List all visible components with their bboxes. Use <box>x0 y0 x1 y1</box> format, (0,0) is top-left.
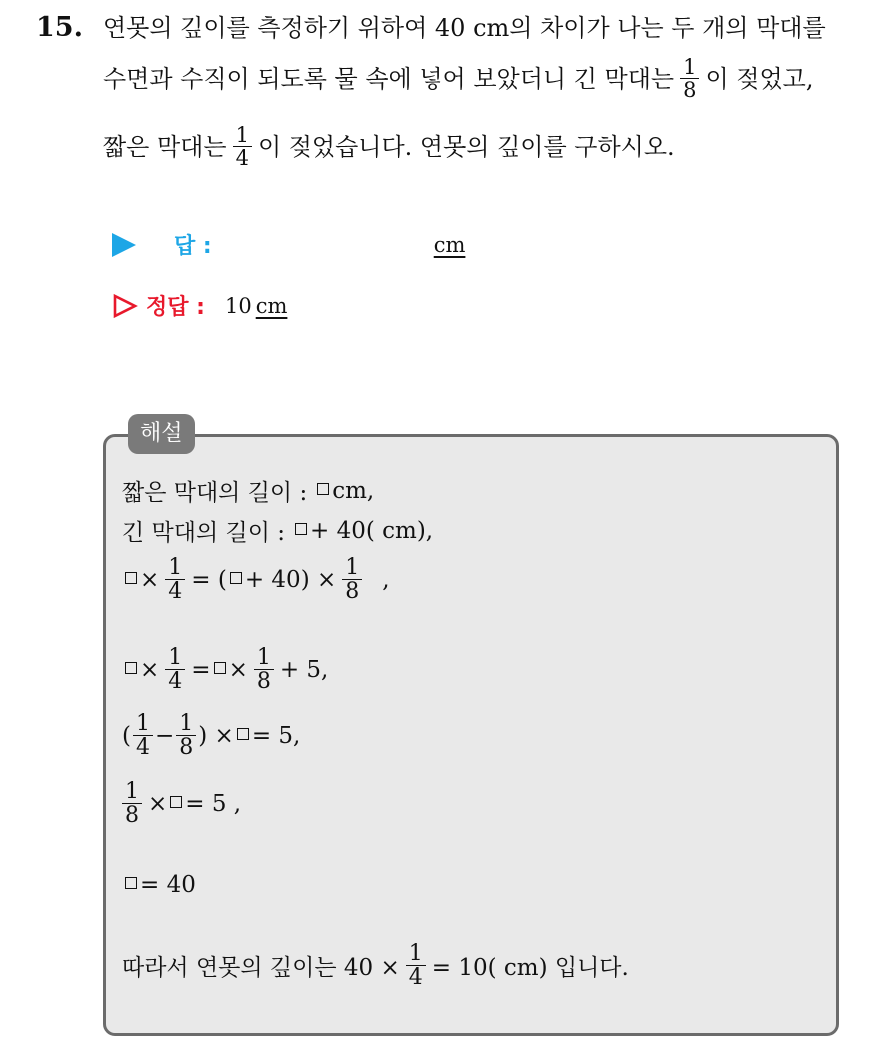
answer-label: 답 : <box>174 234 212 259</box>
correct-answer-row <box>112 290 287 321</box>
fraction-one-quarter <box>133 712 153 759</box>
times-sign: × <box>228 656 248 683</box>
explanation-line-3-tail: , <box>382 566 390 593</box>
blank-square-icon <box>237 728 249 740</box>
blank-square-icon <box>317 483 329 495</box>
explanation-line-7-tail: = 40 <box>140 872 196 898</box>
explanation-line-3 <box>122 556 390 603</box>
explanation-line-7 <box>122 872 196 898</box>
fraction-one-eighth <box>176 712 196 759</box>
blank-square-icon <box>295 523 307 535</box>
fraction-denominator: 8 <box>345 579 360 605</box>
explanation-line-1-tail: cm, <box>332 477 375 504</box>
blank-square-icon <box>214 662 226 674</box>
explanation-line-4 <box>122 646 328 693</box>
fraction-one-eighth <box>680 56 699 101</box>
answer-unit: cm <box>433 232 466 257</box>
fraction-numerator: 1 <box>165 646 185 670</box>
times-sign: × <box>140 566 160 593</box>
question-line-2-text-a: 수면과 수직이 되도록 물 속에 넣어 보았더니 긴 막대는 <box>103 64 675 93</box>
times-sign: × <box>148 790 168 817</box>
equals-open-paren: = ( <box>191 566 227 593</box>
fraction-denominator: 8 <box>256 669 271 695</box>
question-line-3 <box>103 124 675 169</box>
explanation-tag: 해설 <box>128 414 195 454</box>
correct-answer-value: 10 <box>224 293 252 318</box>
fraction-one-quarter <box>165 646 185 693</box>
fraction-one-quarter <box>406 942 426 989</box>
correct-answer-unit: cm <box>255 293 288 318</box>
fraction-one-quarter <box>165 556 185 603</box>
question-line-1: 연못의 깊이를 측정하기 위하여 40 cm의 차이가 나는 두 개의 막대를 <box>103 14 826 42</box>
fraction-one-quarter <box>233 124 252 169</box>
question-line-3-text-a: 짧은 막대는 <box>103 132 227 161</box>
minus-sign: − <box>154 722 175 749</box>
explanation-line-5-tail: = 5, <box>251 722 301 749</box>
explanation-line-8 <box>122 942 629 989</box>
explanation-line-4-tail: + 5, <box>279 656 329 683</box>
blank-square-icon <box>170 796 182 808</box>
explanation-line-2-text: 긴 막대의 길이 : <box>122 520 285 546</box>
blank-square-icon <box>125 877 137 889</box>
explanation-line-8-text-b: = 10( cm) 입니다. <box>431 955 629 982</box>
fraction-numerator: 1 <box>133 712 153 736</box>
explanation-line-6 <box>122 780 241 827</box>
fraction-numerator: 1 <box>406 942 426 966</box>
fraction-one-eighth <box>122 780 142 827</box>
answer-row <box>112 229 465 260</box>
outline-triangle-icon <box>112 293 138 319</box>
fraction-denominator: 8 <box>683 78 697 103</box>
fraction-numerator: 1 <box>680 56 699 79</box>
fraction-one-eighth <box>342 556 362 603</box>
question-number: 15. <box>36 12 83 43</box>
fraction-numerator: 1 <box>254 646 274 670</box>
explanation-line-1 <box>122 474 374 507</box>
equals-sign: = <box>191 656 211 683</box>
explanation-line-2-tail: + 40( cm), <box>310 517 434 544</box>
blank-square-icon <box>230 572 242 584</box>
fraction-denominator: 4 <box>235 146 249 171</box>
fraction-denominator: 4 <box>168 579 183 605</box>
fraction-denominator: 4 <box>168 669 183 695</box>
times-sign: × <box>140 656 160 683</box>
fraction-denominator: 4 <box>135 735 150 761</box>
explanation-line-2 <box>122 514 433 547</box>
fraction-numerator: 1 <box>342 556 362 580</box>
fraction-denominator: 8 <box>179 735 194 761</box>
fraction-one-eighth <box>254 646 274 693</box>
open-paren: ( <box>122 722 131 749</box>
question-line-2 <box>103 56 813 101</box>
fraction-numerator: 1 <box>233 124 252 147</box>
fraction-numerator: 1 <box>165 556 185 580</box>
blank-square-icon <box>125 572 137 584</box>
blank-square-icon <box>125 662 137 674</box>
fraction-denominator: 8 <box>125 803 139 829</box>
explanation-line-5 <box>122 712 300 759</box>
close-paren-times: ) × <box>198 722 234 749</box>
correct-answer-label: 정답 : <box>146 295 205 320</box>
explanation-line-6-tail: = 5 , <box>185 790 242 817</box>
fraction-numerator: 1 <box>122 780 142 804</box>
fraction-denominator: 4 <box>408 965 423 991</box>
explanation-line-1-text: 짧은 막대의 길이 : <box>122 480 308 506</box>
plus-forty-times: + 40) × <box>244 566 337 593</box>
question-line-3-text-b: 이 젖었습니다. 연못의 깊이를 구하시오. <box>257 132 675 161</box>
fraction-numerator: 1 <box>176 712 196 736</box>
explanation-line-8-text-a: 따라서 연못의 깊이는 40 × <box>122 955 400 982</box>
question-line-2-text-b: 이 젖었고, <box>705 64 814 93</box>
play-triangle-icon <box>112 233 136 257</box>
